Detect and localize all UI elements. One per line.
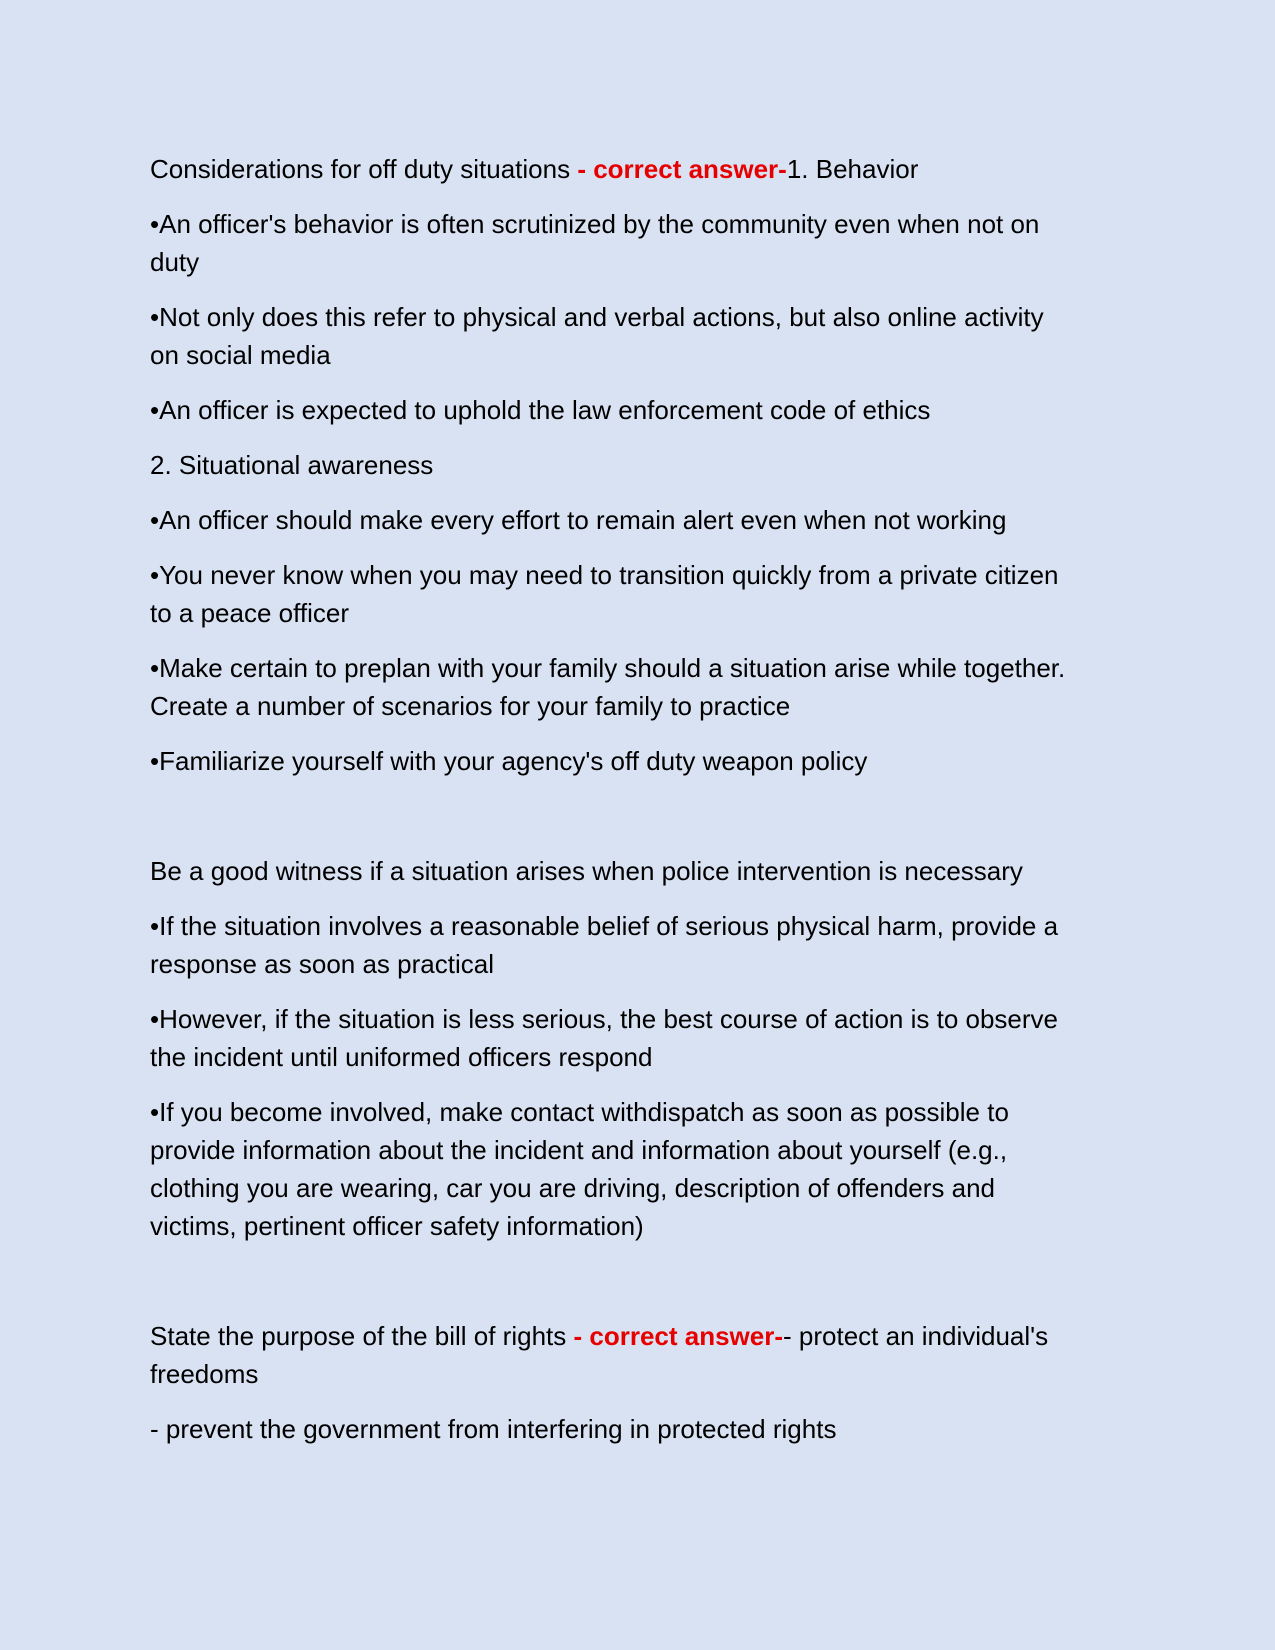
section-gap <box>150 1262 1075 1317</box>
q1-question: Considerations for off duty situations <box>150 154 578 184</box>
q3-question-line <box>150 1317 1075 1393</box>
q1-line-3: •An officer is expected to uphold the law enforcement code of ethics <box>150 395 931 425</box>
q2-line-4: •If you become involved, make contact withdispatch as soon as possible to provide information about the incident and information about yourself (e.g., clothing you are wearing, car you are driving, description of offenders and victims, pertinent officer safety information) <box>150 1097 1009 1241</box>
q3-question: State the purpose of the bill of rights <box>150 1321 574 1351</box>
section-gap <box>150 797 1075 852</box>
q1-line-7: •Make certain to preplan with your family should a situation arise while together. Create a number of scenarios for your family to practice <box>150 653 1066 721</box>
q1-line-1: •An officer's behavior is often scrutinized by the community even when not on duty <box>150 209 1040 277</box>
q1-line-2: •Not only does this refer to physical and verbal actions, but also online activity on social media <box>150 302 1044 370</box>
q1-line-6: •You never know when you may need to transition quickly from a private citizen to a peace officer <box>150 560 1059 628</box>
q1-question-line <box>150 150 1075 188</box>
q1-line-5: •An officer should make every effort to remain alert even when not working <box>150 505 1007 535</box>
q3-answer-start: - protect an individual's freedoms <box>150 1321 1049 1389</box>
correct-answer-marker: - correct answer- <box>577 154 787 184</box>
q3-line-1: - prevent the government from interfering in protected rights <box>150 1414 837 1444</box>
q1-line-8: •Familiarize yourself with your agency's off duty weapon policy <box>150 746 868 776</box>
q1-answer-start: 1. Behavior <box>786 154 919 184</box>
q1-line-4: 2. Situational awareness <box>150 450 434 480</box>
q2-line-1: Be a good witness if a situation arises when police intervention is necessary <box>150 856 1023 886</box>
correct-answer-marker: - correct answer- <box>573 1321 784 1351</box>
q2-line-3: •However, if the situation is less serious, the best course of action is to observe the incident until uniformed officers respond <box>150 1004 1058 1072</box>
q2-line-2: •If the situation involves a reasonable belief of serious physical harm, provide a response as soon as practical <box>150 911 1059 979</box>
